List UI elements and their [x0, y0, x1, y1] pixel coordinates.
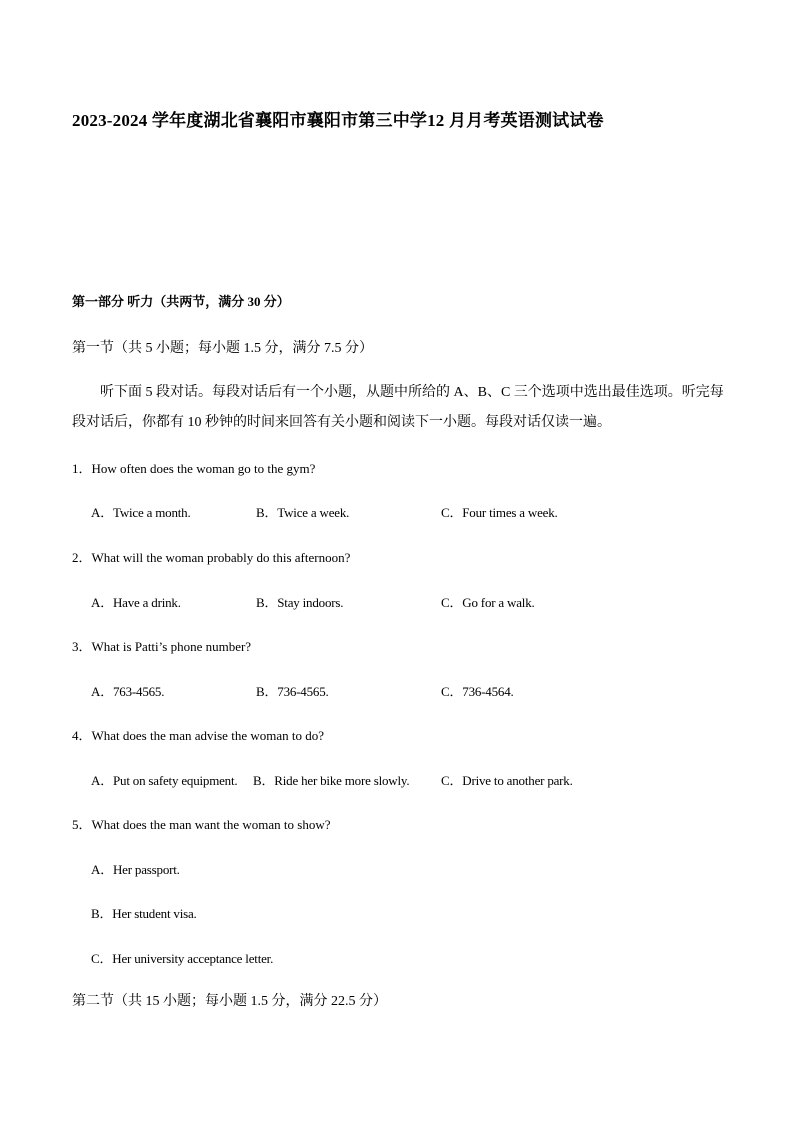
option-a: A．763-4565.	[91, 684, 165, 699]
option-b: B．Her student visa.	[91, 906, 197, 921]
section-2-heading: 第二节（共 15 小题；每小题 1.5 分，满分 22.5 分）	[72, 994, 387, 1009]
section-1-instructions: 听下面 5 段对话。每段对话后有一个小题，从题中所给的 A、B、C 三个选项中选出最佳选项。听完每段对话后，你都有 10 秒钟的时间来回答有关小题和阅读下一小题。每段对话仅读一遍。	[72, 385, 724, 430]
option-a: A．Her passport.	[91, 862, 180, 877]
exam-title: 2023-2024 学年度湖北省襄阳市襄阳市第三中学12 月月考英语测试试卷	[72, 111, 604, 130]
part-heading: 第一部分 听力（共两节，满分 30 分）	[72, 294, 290, 309]
question-stem: 1．How often does the woman go to the gym?	[72, 461, 316, 476]
option-c: C．Her university acceptance letter.	[91, 951, 274, 966]
option-a: A．Have a drink.	[91, 595, 181, 610]
option-c: C．Drive to another park.	[441, 773, 573, 788]
question-stem: 4．What does the man advise the woman to do?	[72, 728, 324, 743]
option-c: C．Four times a week.	[441, 505, 558, 520]
option-b: B．Twice a week.	[256, 505, 350, 520]
option-a: A．Put on safety equipment.	[91, 773, 238, 788]
question-stem: 2．What will the woman probably do this afternoon?	[72, 550, 351, 565]
option-a: A．Twice a month.	[91, 505, 191, 520]
question-stem: 3．What is Patti’s phone number?	[72, 639, 252, 654]
option-b: B．Ride her bike more slowly.	[253, 773, 410, 788]
option-b: B．Stay indoors.	[256, 595, 344, 610]
option-c: C．736-4564.	[441, 684, 514, 699]
question-stem: 5．What does the man want the woman to show?	[72, 817, 331, 832]
section-1-heading: 第一节（共 5 小题；每小题 1.5 分，满分 7.5 分）	[72, 341, 373, 356]
option-b: B．736-4565.	[256, 684, 329, 699]
option-c: C．Go for a walk.	[441, 595, 535, 610]
